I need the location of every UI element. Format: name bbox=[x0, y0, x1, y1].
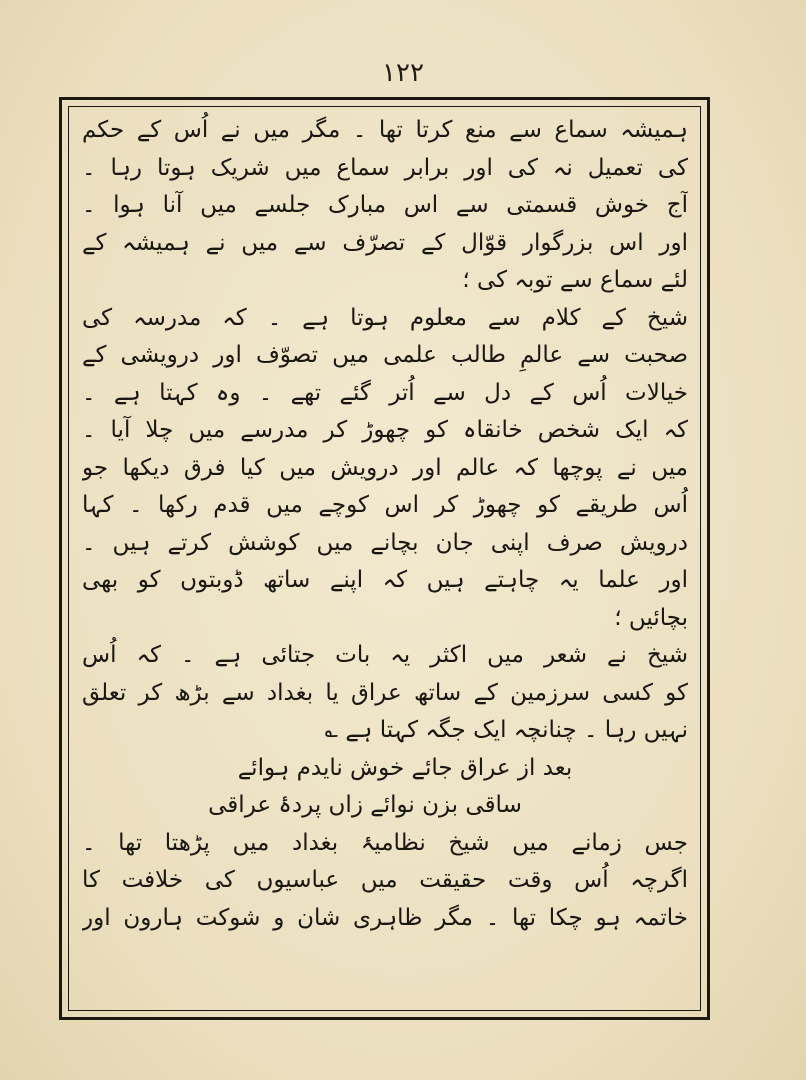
text-line: اُس طریقے کو چھوڑ کر اس کوچے میں قدم رکھا ۔ کہا bbox=[82, 492, 688, 518]
text-line: اور علما یہ چاہتے ہیں کہ اپنے ساتھ ڈوبتوں کو بھی bbox=[82, 567, 688, 593]
text-line: خاتمہ ہو چکا تھا ۔ مگر ظاہری شان و شوکت ہارون اور bbox=[82, 904, 688, 931]
text-line: صحبت سے عالمِ طالب علمی میں تصوّف اور درویشی کے bbox=[82, 342, 688, 368]
text-line: شیخ نے شعر میں اکثر یہ بات جتائی ہے ۔ کہ اُس bbox=[82, 642, 688, 668]
text-line: ہمیشہ سماع سے منع کرتا تھا ۔ مگر میں نے اُس کے حکم bbox=[82, 117, 688, 143]
text-block bbox=[82, 112, 688, 1002]
text-line: کہ ایک شخص خانقاہ کو چھوڑ کر مدرسے میں چلا آیا ۔ bbox=[82, 417, 688, 443]
verse-line: ساقی بزن نوائے زاں پردۂ عراقی bbox=[208, 792, 522, 818]
text-line: کو کسی سرزمین کے ساتھ عراق یا بغداد سے بڑھ کر تعلق bbox=[82, 679, 688, 706]
text-line: کی تعمیل نہ کی اور برابر سماع میں شریک ہوتا رہا ۔ bbox=[82, 154, 688, 181]
verse-line: بعد از عراق جائے خوش نایدم ہوائے bbox=[237, 754, 573, 781]
page-number: ۱۲۲ bbox=[382, 58, 424, 88]
text-line: آج خوش قسمتی سے اس مبارک جلسے میں آنا ہوا ۔ bbox=[82, 192, 688, 218]
text-line: نہیں رہا ۔ چنانچہ ایک جگہ کہتا ہے ؎ bbox=[324, 717, 688, 743]
text-line: شیخ کے کلام سے معلوم ہوتا ہے ۔ کہ مدرسہ کی bbox=[82, 304, 688, 331]
text-line: اگرچہ اُس وقت حقیقت میں عباسیوں کی خلافت کا bbox=[82, 867, 688, 893]
text-line: خیالات اُس کے دل سے اُتر گئے تھے ۔ وہ کہتا ہے ۔ bbox=[82, 379, 688, 406]
text-line: بچائیں ؛ bbox=[614, 604, 688, 631]
text-line: میں نے پوچھا کہ عالم اور درویش میں کیا فرق دیکھا جو bbox=[82, 454, 688, 481]
text-line: درویش صرف اپنی جان بچانے میں کوشش کرتے ہیں ۔ bbox=[82, 529, 688, 556]
text-line: اور اس بزرگوار قوّال کے تصرّف سے میں نے ہمیشہ کے bbox=[82, 229, 688, 256]
text-line: جس زمانے میں شیخ نظامیۂ بغداد میں پڑھتا تھا ۔ bbox=[82, 829, 688, 856]
text-line: لئے سماع سے توبہ کی ؛ bbox=[462, 267, 688, 293]
